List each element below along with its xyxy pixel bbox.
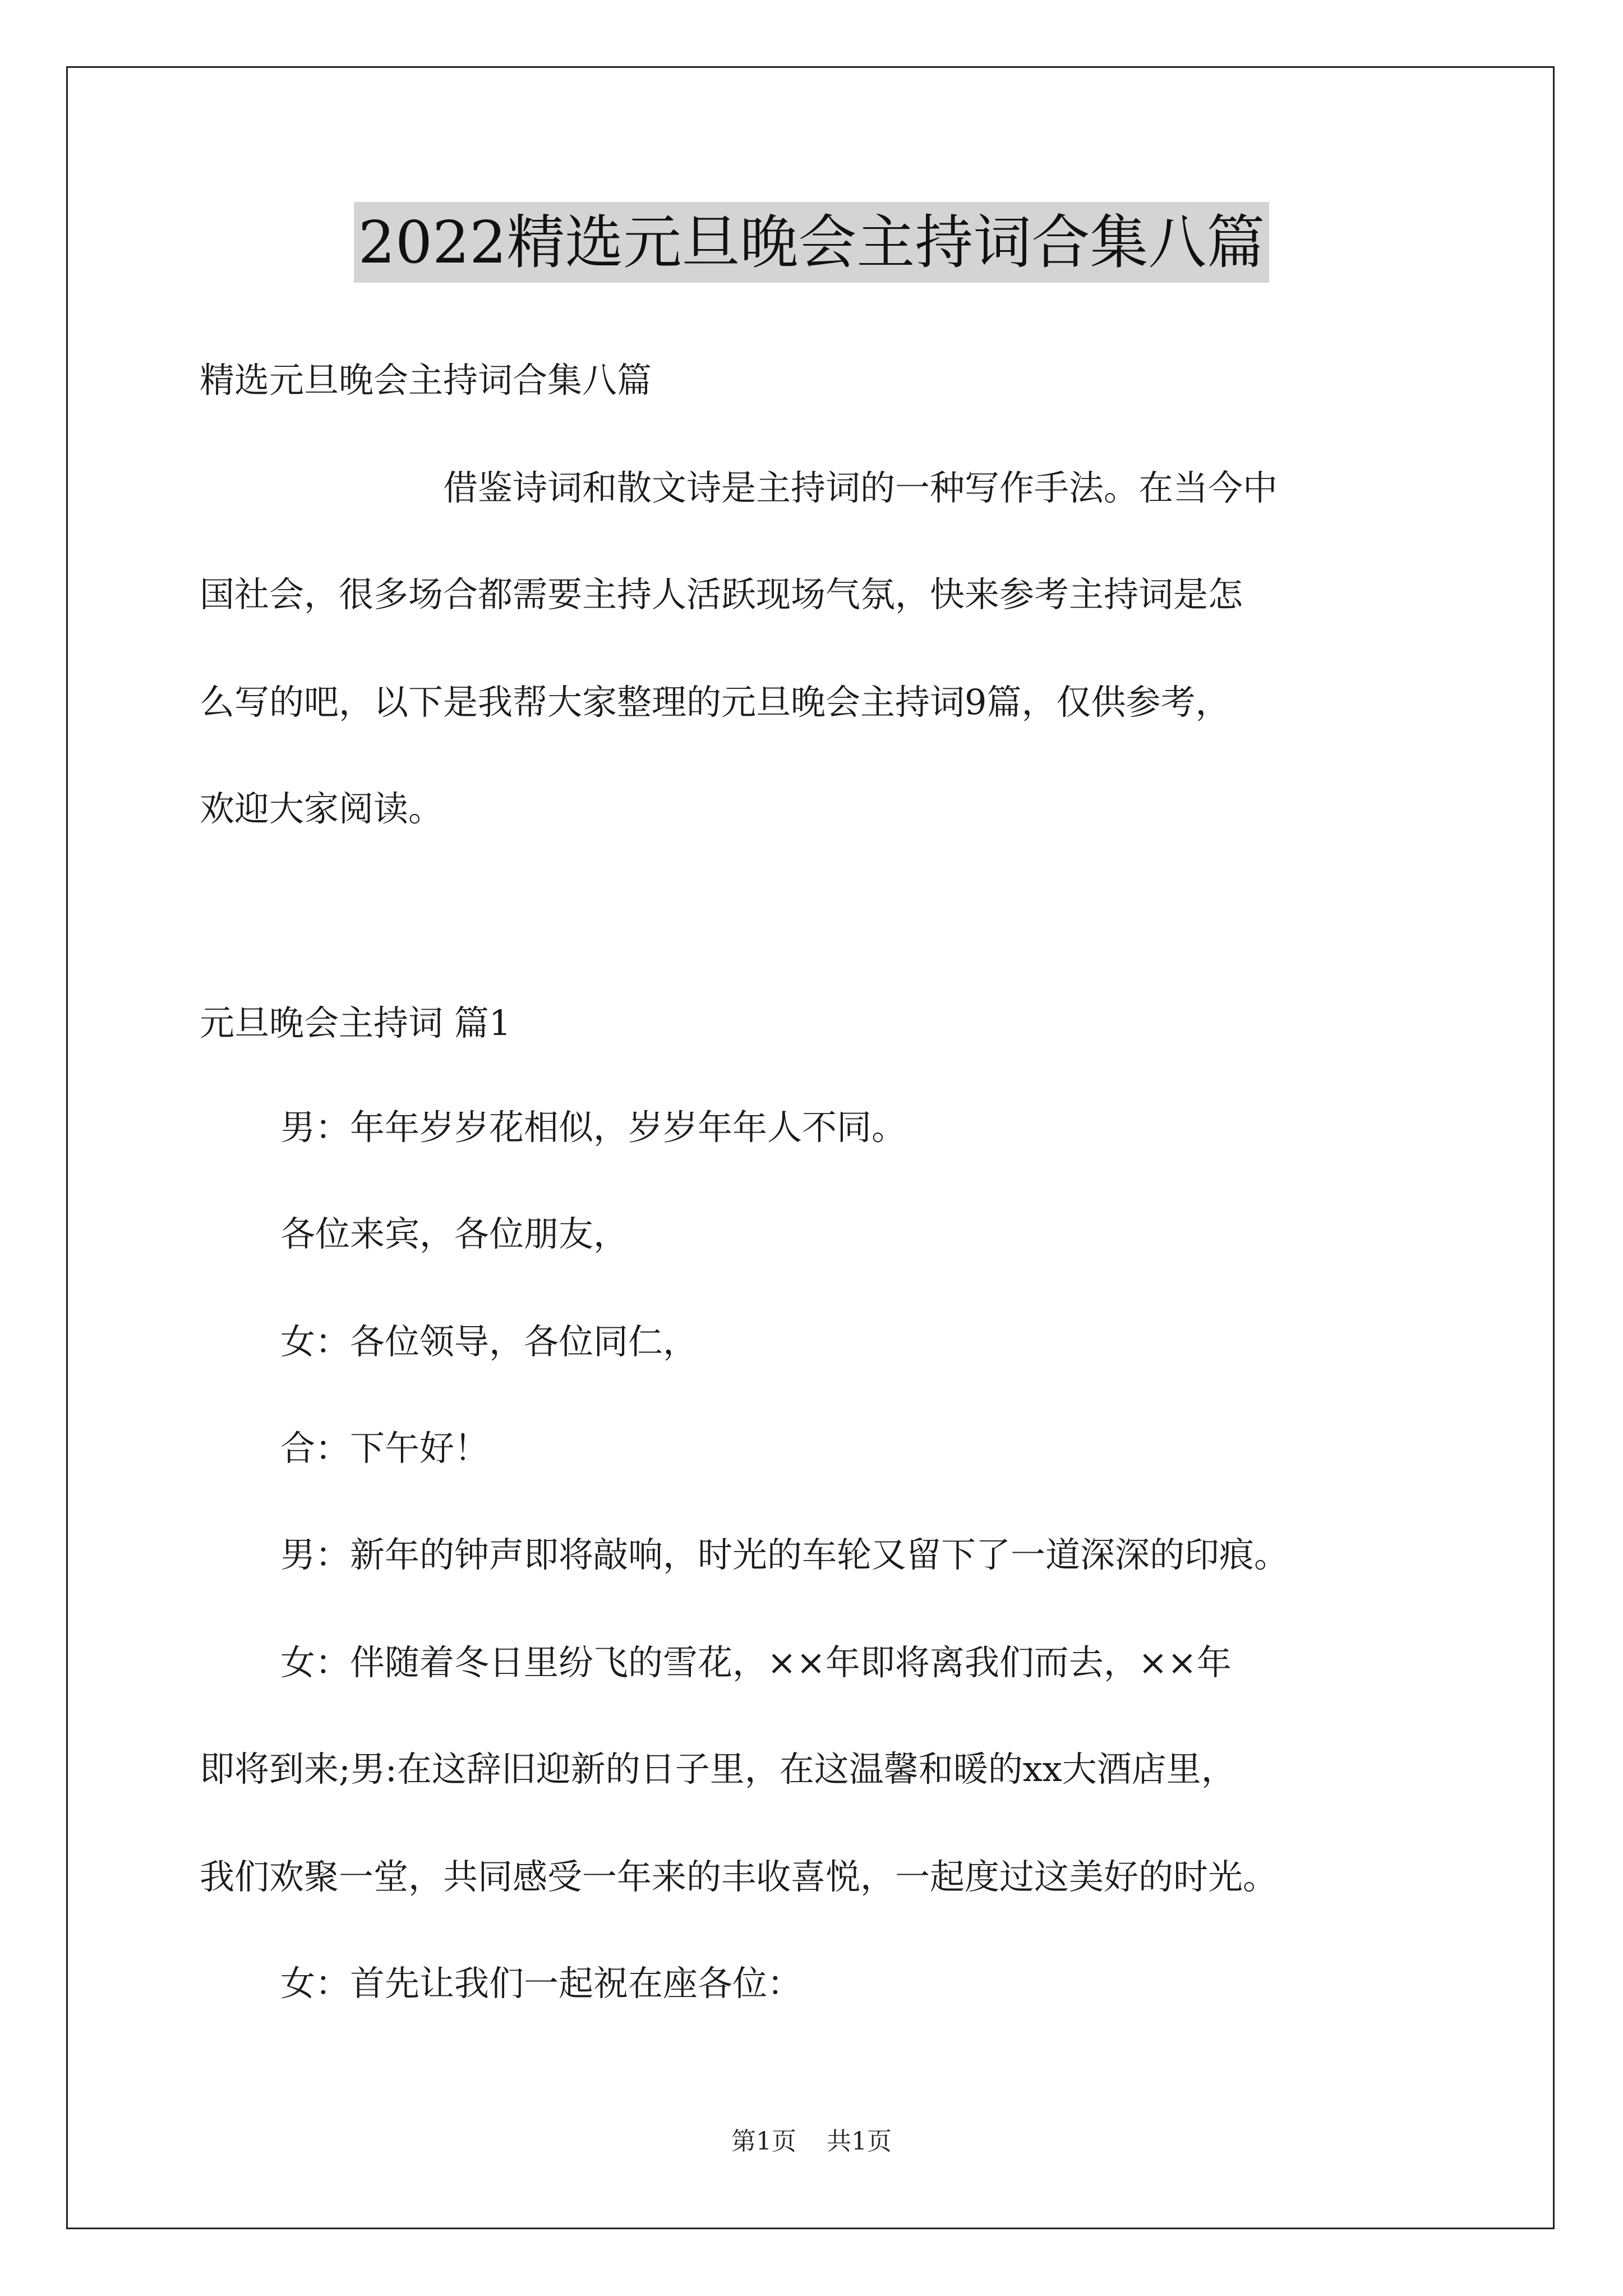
body-line: 合：下午好！ [280,1428,490,1469]
body-line: 各位来宾，各位朋友， [280,1213,629,1254]
intro-line: 借鉴诗词和散文诗是主持词的一种写作手法。在当今中 [443,467,1278,508]
body-line: 女：伴随着冬日里纷飞的雪花，××年即将离我们而去，××年 [280,1642,1232,1683]
page-number: 第1页 [731,2127,796,2156]
section-heading: 元旦晚会主持词 篇1 [200,1002,511,1043]
intro-line: 国社会，很多场合都需要主持人活跃现场气氛，快来参考主持词是怎 [200,574,1243,615]
intro-line: 么写的吧，以下是我帮大家整理的元旦晚会主持词9篇，仅供参考， [200,682,1230,723]
body-line: 男：年年岁岁花相似，岁岁年年人不同。 [280,1107,907,1148]
document-subtitle: 精选元旦晚会主持词合集八篇 [200,360,652,401]
page-footer [0,2126,1623,2157]
body-line: 男：新年的钟声即将敲响，时光的车轮又留下了一道深深的印痕。 [280,1534,1289,1575]
body-line: 女：首先让我们一起祝在座各位： [280,1963,803,2004]
intro-line: 欢迎大家阅读。 [200,788,444,829]
body-line: 即将到来;男:在这辞旧迎新的日子里，在这温馨和暖的xx大酒店里， [200,1749,1236,1789]
body-line: 女：各位领导，各位同仁， [280,1321,698,1362]
document-title: 2022精选元旦晚会主持词合集八篇 [354,202,1270,283]
body-line: 我们欢聚一堂，共同感受一年来的丰收喜悦，一起度过这美好的时光。 [200,1856,1278,1897]
page-total: 共1页 [827,2127,892,2156]
title-container [0,202,1623,283]
